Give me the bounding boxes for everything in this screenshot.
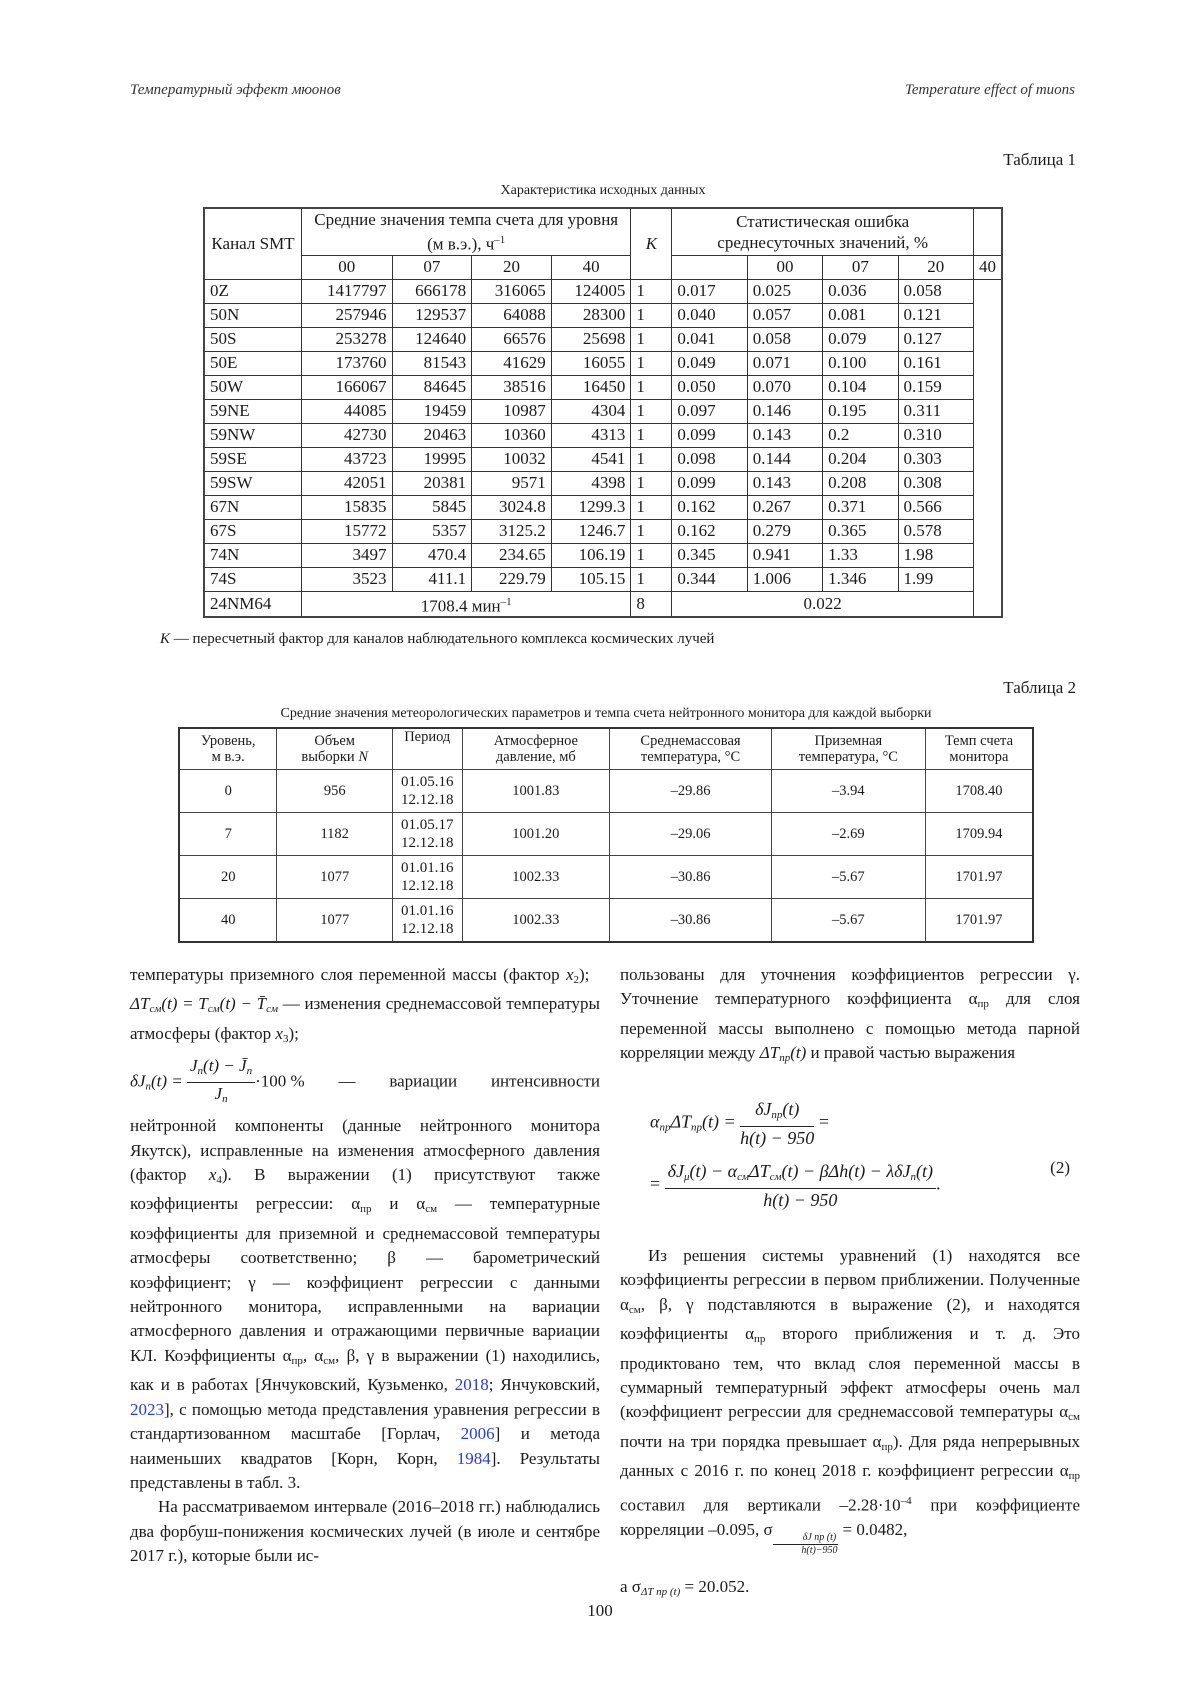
table1-cell-channel: 74N <box>204 543 302 567</box>
table-row <box>204 519 1002 543</box>
equation-number: (2) <box>1050 1158 1070 1177</box>
table1-cell-error: 0.310 <box>898 423 973 447</box>
table1-cell-error: 0.041 <box>672 327 747 351</box>
table1-cell-error: 0.344 <box>672 567 747 591</box>
table2-cell-n: 1077 <box>277 899 393 943</box>
table2-cell-period: 01.01.16 12.12.18 <box>392 899 462 943</box>
table1-cell-error: 1.99 <box>898 567 973 591</box>
table1-cell-k: 1 <box>631 279 672 303</box>
table1-cell-rate: 64088 <box>472 303 552 327</box>
table1-cell-rate: 1708.4 мин$^{-1}$ <box>302 591 631 617</box>
table1-header-stat-error: Статистическая ошибка среднесуточных значений, % <box>672 208 974 255</box>
table1-cell-rate: 470.4 <box>392 543 472 567</box>
table1-cell-rate: 5845 <box>392 495 472 519</box>
formula-delta-t-sm: $\Delta T_{см}(t) = T_{см}(t)$ − $T̄_{см}$ <box>130 994 278 1016</box>
table2-cell-rate: 1709.94 <box>925 813 1033 856</box>
table1-cell-error: 1.33 <box>823 543 898 567</box>
table1-cell-rate: 15835 <box>302 495 393 519</box>
table1-cell-k: 1 <box>631 519 672 543</box>
paragraph: а $\sigma_{\Delta T пр (t)} = 20.052$. <box>620 1576 750 1598</box>
table-row <box>204 327 1002 351</box>
table1-cell-rate: 3497 <box>302 543 393 567</box>
table1-cell-error: 0.143 <box>747 423 822 447</box>
paragraph: температуры приземного слоя переменной массы (фактор $x_2$); $\Delta T_{см}(t) = T_{см}(t)$ − $T̄_{см}$ — изменения среднемассовой температуры атмосферы (фактор $x_3$); $\delta J_n(t)$ = $\frac{J_n(t) - J̄_n}{J_n}$ ·100 % — вариации интенсивности нейтронной компоненты (данные нейтронного монитора Якутск), исправленные на изменения атмосферного давления (фактор $x_4$). В выражении (1) присутствуют также коэффициенты регрессии: $\alpha_{пр}$ и $\alpha_{см}$ — температурные коэффициенты для приземной и среднемассовой температуры атмосферы соответственно; β — барометрический коэффициент; γ — коэффициент регрессии с данными нейтронного монитора, исправленными на вариации атмосферного давления и отражающими первичные вариации КЛ. Коэффициенты $\alpha_{пр}$, $\alpha_{см}$, β, γ в выражении (1) находились, как и в работах [Янчуковский, Кузьменко, 2018; Янчуковский, 2023], с помощью метода представления уравнения регрессии в стандартизованном масштабе [Горлач, 2006] и метода наименьших квадратов [Корн, Корн, 1984]. Результаты представлены в табл. 3. <box>130 965 601 1492</box>
table2-header: Период <box>392 728 462 770</box>
table1-cell-rate: 316065 <box>472 279 552 303</box>
table1-cell-k: 1 <box>631 327 672 351</box>
table2-cell-period: 01.05.17 12.12.18 <box>392 813 462 856</box>
body-text-right-column-continued <box>620 1244 1080 1604</box>
table2-cell-pressure: 1002.33 <box>462 856 610 899</box>
table2-cell-level: 20 <box>179 856 277 899</box>
table1-cell-rate: 1417797 <box>302 279 393 303</box>
table1-cell-rate: 173760 <box>302 351 393 375</box>
table1-cell-k: 1 <box>631 567 672 591</box>
table1-cell-rate: 10360 <box>472 423 552 447</box>
table1-cell-rate: 666178 <box>392 279 472 303</box>
table1-cell-error: 0.267 <box>747 495 822 519</box>
table1-cell-rate: 20381 <box>392 471 472 495</box>
table2-cell-pressure: 1002.33 <box>462 899 610 943</box>
table1-cell-rate: 3125.2 <box>472 519 552 543</box>
table1-cell-k: 1 <box>631 399 672 423</box>
table1-cell-error: 0.371 <box>823 495 898 519</box>
table1-cell-rate: 44085 <box>302 399 393 423</box>
table1-cell-channel: 59SE <box>204 447 302 471</box>
table1-cell-channel: 24NM64 <box>204 591 302 617</box>
table2-cell-ground-temp: –2.69 <box>771 813 925 856</box>
table-row <box>204 471 1002 495</box>
table1-cell-rate: 257946 <box>302 303 393 327</box>
table1-cell-error: 0.050 <box>672 375 747 399</box>
table1-cell-rate: 411.1 <box>392 567 472 591</box>
table1-cell-rate: 106.19 <box>551 543 631 567</box>
table1-cell-rate: 19459 <box>392 399 472 423</box>
table2-cell-pressure: 1001.83 <box>462 770 610 813</box>
table1-cell-error: 0.036 <box>823 279 898 303</box>
table1-cell-rate: 42051 <box>302 471 393 495</box>
table1-cell-channel: 50E <box>204 351 302 375</box>
equation-2-line-1: $\alpha_{пр}\Delta T_{пр}(t)$ = $\frac{\delta J_{пр}(t)}{h(t) - 950}$ = <box>650 1099 829 1148</box>
table-row <box>204 543 1002 567</box>
table1-cell-error: 0.058 <box>898 279 973 303</box>
table1-cell-rate: 19995 <box>392 447 472 471</box>
table1-cell-error: 0.941 <box>747 543 822 567</box>
table1-cell-error: 0.195 <box>823 399 898 423</box>
table2-cell-level: 0 <box>179 770 277 813</box>
citation-link[interactable]: 2018 <box>454 1375 489 1395</box>
table1-cell-error: 0.208 <box>823 471 898 495</box>
table1-caption: Характеристика исходных данных <box>500 183 706 198</box>
table1-cell-error: 0.162 <box>672 519 747 543</box>
table1-cell-error: 0.144 <box>747 447 822 471</box>
paragraph: Из решения системы уравнений (1) находятся все коэффициенты регрессии в первом приближении. Полученные $\alpha_{см}$, β, γ подставляются в выражение (2), и находятся коэффициенты $\alpha_{пр}$ второго приближения и т. д. Это продиктовано тем, что вклад слоя переменной массы в суммарный температурный эффект атмосферы очень мал (коэффициент регрессии для среднемассовой температуры $\alpha_{см}$ почти на три порядка превышает $\alpha_{пр}$). Для ряда непрерывных данных с 2016 г. по конец 2018 г. коэффициент регрессии $\alpha_{пр}$ составил для вертикали $-2.28\cdot 10^{-4}$ при коэффициенте корреляции –0.095, σ $\frac{\text{δJ пр (t)}}{h(t)-950}$ = 0.0482, <box>620 1246 1080 1556</box>
table1-cell-error: 0.365 <box>823 519 898 543</box>
table1-header-mean-rates: Средние значения темпа счета для уровня (м в.э.), $ч^{-1}$ <box>302 208 631 255</box>
table2-cell-n: 1182 <box>277 813 393 856</box>
table1-cell-error: 0.566 <box>898 495 973 519</box>
sigma-subscript-fraction: $\frac{\text{δJ пр (t)}}{h(t)-950}$ <box>773 1532 839 1557</box>
table2-cell-mass-temp: –30.86 <box>610 856 772 899</box>
table1-header-error-level: 40 <box>973 255 1002 279</box>
table1-cell-rate: 124005 <box>551 279 631 303</box>
table2-cell-rate: 1708.40 <box>925 770 1033 813</box>
table1-cell-rate: 42730 <box>302 423 393 447</box>
table1-cell-error: 0.2 <box>823 423 898 447</box>
table2-cell-ground-temp: –5.67 <box>771 856 925 899</box>
table2-cell-mass-temp: –29.06 <box>610 813 772 856</box>
table1-cell-channel: 67N <box>204 495 302 519</box>
table1-cell-error: 0.162 <box>672 495 747 519</box>
table1-cell-rate: 166067 <box>302 375 393 399</box>
table1-cell-rate: 9571 <box>472 471 552 495</box>
citation-link[interactable]: 2006 <box>460 1424 495 1444</box>
table2-cell-rate: 1701.97 <box>925 856 1033 899</box>
table1-cell-rate: 4313 <box>551 423 631 447</box>
table2-header: Уровень, м в.э. <box>179 728 277 770</box>
table1-cell-channel: 0Z <box>204 279 302 303</box>
table1-cell-channel: 59NE <box>204 399 302 423</box>
table-row <box>204 423 1002 447</box>
table1-header-level: 40 <box>551 255 631 279</box>
table2-cell-period: 01.01.16 12.12.18 <box>392 856 462 899</box>
table1-cell-rate: 41629 <box>472 351 552 375</box>
table1-cell-error: 0.204 <box>823 447 898 471</box>
table2-cell-mass-temp: –30.86 <box>610 899 772 943</box>
table1-header-k: K <box>631 208 672 279</box>
table1-cell-error: 0.100 <box>823 351 898 375</box>
table1-cell-k: 1 <box>631 423 672 447</box>
table-row <box>204 495 1002 519</box>
table1-cell-rate: 66576 <box>472 327 552 351</box>
table2-cell-n: 956 <box>277 770 393 813</box>
table2-cell-ground-temp: –5.67 <box>771 899 925 943</box>
paragraph: На рассматриваемом интервале (2016–2018 гг.) наблюдались два форбуш-понижения космических лучей (в июле и сентябре 2017 г.), которые были ис- <box>130 1497 600 1566</box>
table1-cell-channel: 59SW <box>204 471 302 495</box>
table1-cell-rate: 3523 <box>302 567 393 591</box>
table2-cell-n: 1077 <box>277 856 393 899</box>
table2-label: Таблица 2 <box>1003 678 1076 697</box>
table1-cell-rate: 16055 <box>551 351 631 375</box>
table1-cell-error: 0.146 <box>747 399 822 423</box>
table1-cell-rate: 16450 <box>551 375 631 399</box>
table1-cell-error: 0.099 <box>672 471 747 495</box>
table1-cell-error: 0.279 <box>747 519 822 543</box>
table1-cell-channel: 50W <box>204 375 302 399</box>
table1-header-error-level: 07 <box>823 255 898 279</box>
table1-cell-error: 0.308 <box>898 471 973 495</box>
table-row <box>179 770 1033 813</box>
table1-cell-error: 0.303 <box>898 447 973 471</box>
table1-cell-error: 0.345 <box>672 543 747 567</box>
table-row <box>204 303 1002 327</box>
page-number: 100 <box>587 1601 613 1620</box>
citation-link[interactable]: 1984 <box>456 1448 491 1468</box>
table1-cell-error: 0.121 <box>898 303 973 327</box>
table2-header: Темп счета монитора <box>925 728 1033 770</box>
table1-cell-k: 1 <box>631 495 672 519</box>
table1-footnote: K — пересчетный фактор для каналов наблюдательного комплекса космических лучей <box>160 631 715 647</box>
table1-cell-rate: 81543 <box>392 351 472 375</box>
table2-cell-period: 01.05.16 12.12.18 <box>392 770 462 813</box>
table1-cell-k: 1 <box>631 543 672 567</box>
table1-cell-error: 0.057 <box>747 303 822 327</box>
table1-cell-error: 0.098 <box>672 447 747 471</box>
table1-cell-rate: 4398 <box>551 471 631 495</box>
table1-header-level: 20 <box>472 255 552 279</box>
table2-cell-mass-temp: –29.86 <box>610 770 772 813</box>
table1-cell-channel: 74S <box>204 567 302 591</box>
table1-label: Таблица 1 <box>1003 150 1076 169</box>
table-row <box>179 899 1033 943</box>
paragraph: пользованы для уточнения коэффициентов регрессии γ. Уточнение температурного коэффициента $\alpha_{пр}$ для слоя переменной массы выполнено с помощью метода парной корреляции между $\Delta T_{пр}(t)$ и правой частью выражения <box>620 965 1081 1065</box>
table1-cell-rate: 20463 <box>392 423 472 447</box>
table1-cell-rate: 43723 <box>302 447 393 471</box>
table2-header: Объем выборки N <box>277 728 393 770</box>
table2-cell-rate: 1701.97 <box>925 899 1033 943</box>
table1-cell-error: 1.006 <box>747 567 822 591</box>
table1-cell-error: 0.127 <box>898 327 973 351</box>
table1-cell-error: 0.081 <box>823 303 898 327</box>
table1-cell-error: 0.159 <box>898 375 973 399</box>
table1-cell-k: 1 <box>631 471 672 495</box>
table-row <box>204 591 1002 617</box>
table2-header: Атмосферное давление, мб <box>462 728 610 770</box>
citation-link[interactable]: 2023 <box>130 1399 164 1419</box>
table1-cell-rate: 84645 <box>392 375 472 399</box>
table2-cell-ground-temp: –3.94 <box>771 770 925 813</box>
table1-cell-channel: 50N <box>204 303 302 327</box>
table1-cell-rate: 4304 <box>551 399 631 423</box>
body-text-left-column <box>130 963 600 1569</box>
table1-cell-rate: 234.65 <box>472 543 552 567</box>
table1-cell-channel: 59NW <box>204 423 302 447</box>
table1-header-level: 07 <box>392 255 472 279</box>
table1-cell-channel: 67S <box>204 519 302 543</box>
table-row <box>204 375 1002 399</box>
table1-cell-error: 0.578 <box>898 519 973 543</box>
running-head-right: Temperature effect of muons <box>904 82 1075 98</box>
table2-header: Среднемассовая температура, °C <box>610 728 772 770</box>
table1-header-error-level: 20 <box>898 255 973 279</box>
table1-cell-rate: 4541 <box>551 447 631 471</box>
table-row <box>204 279 1002 303</box>
table1-cell-k: 1 <box>631 351 672 375</box>
table1-cell-error: 0.025 <box>747 279 822 303</box>
table1-cell-error: 0.099 <box>672 423 747 447</box>
table-row <box>204 399 1002 423</box>
table1 <box>203 207 1003 618</box>
table1-cell-rate: 1246.7 <box>551 519 631 543</box>
table1-header-channel: Канал SMT <box>204 208 302 279</box>
table1-cell-rate: 10032 <box>472 447 552 471</box>
table1-cell-rate: 105.15 <box>551 567 631 591</box>
table1-cell-k: 1 <box>631 303 672 327</box>
table1-cell-rate: 25698 <box>551 327 631 351</box>
table1-header-error-level: 00 <box>747 255 822 279</box>
table1-cell-k: 1 <box>631 375 672 399</box>
table1-cell-rate: 10987 <box>472 399 552 423</box>
formula-delta-j-n: $\delta J_n(t)$ = $\frac{J_n(t) - J̄_n}{J_n}$ ·100 % <box>130 1056 305 1106</box>
table2-cell-level: 7 <box>179 813 277 856</box>
table1-cell-rate: 38516 <box>472 375 552 399</box>
table1-cell-error: 0.040 <box>672 303 747 327</box>
table2-header: Приземная температура, °C <box>771 728 925 770</box>
table2-caption: Средние значения метеорологических параметров и темпа счета нейтронного монитора для каждой выборки <box>280 706 932 721</box>
table1-cell-error: 0.058 <box>747 327 822 351</box>
table1-cell-error: 0.143 <box>747 471 822 495</box>
table1-cell-error: 0.070 <box>747 375 822 399</box>
table-row <box>179 856 1033 899</box>
equation-2-line-2: = $\frac{\delta J_\mu(t) - \alpha_{см}\Delta T_{см}(t) - \beta\Delta h(t) - \lambda\delta J_n(t)}{h(t) - 950}$ . <box>650 1161 941 1210</box>
table1-cell-error: 0.161 <box>898 351 973 375</box>
table1-header-k-empty <box>672 255 747 279</box>
table1-cell-rate: 15772 <box>302 519 393 543</box>
table1-cell-error: 0.311 <box>898 399 973 423</box>
table1-cell-error: 0.022 <box>672 591 974 617</box>
table-row <box>204 567 1002 591</box>
table-row <box>204 447 1002 471</box>
table1-cell-k: 1 <box>631 447 672 471</box>
table1-cell-error: 1.346 <box>823 567 898 591</box>
table1-cell-rate: 3024.8 <box>472 495 552 519</box>
table-row <box>179 813 1033 856</box>
table1-cell-rate: 129537 <box>392 303 472 327</box>
table1-cell-error: 1.98 <box>898 543 973 567</box>
table1-cell-error: 0.017 <box>672 279 747 303</box>
table2-cell-pressure: 1001.20 <box>462 813 610 856</box>
table1-cell-error: 0.079 <box>823 327 898 351</box>
table-row <box>204 351 1002 375</box>
table1-cell-rate: 1299.3 <box>551 495 631 519</box>
table1-cell-rate: 124640 <box>392 327 472 351</box>
table1-cell-error: 0.049 <box>672 351 747 375</box>
table2-cell-level: 40 <box>179 899 277 943</box>
running-head-left: Температурный эффект мюонов <box>130 82 341 98</box>
table1-cell-error: 0.071 <box>747 351 822 375</box>
table1-cell-error: 0.097 <box>672 399 747 423</box>
table1-header-level: 00 <box>302 255 393 279</box>
table2 <box>178 727 1034 943</box>
table1-cell-rate: 5357 <box>392 519 472 543</box>
table1-cell-k: 8 <box>631 591 672 617</box>
table1-cell-error: 0.104 <box>823 375 898 399</box>
table1-cell-rate: 253278 <box>302 327 393 351</box>
table1-cell-rate: 229.79 <box>472 567 552 591</box>
table1-cell-rate: 28300 <box>551 303 631 327</box>
table1-cell-channel: 50S <box>204 327 302 351</box>
body-text-right-column <box>620 963 1080 1071</box>
